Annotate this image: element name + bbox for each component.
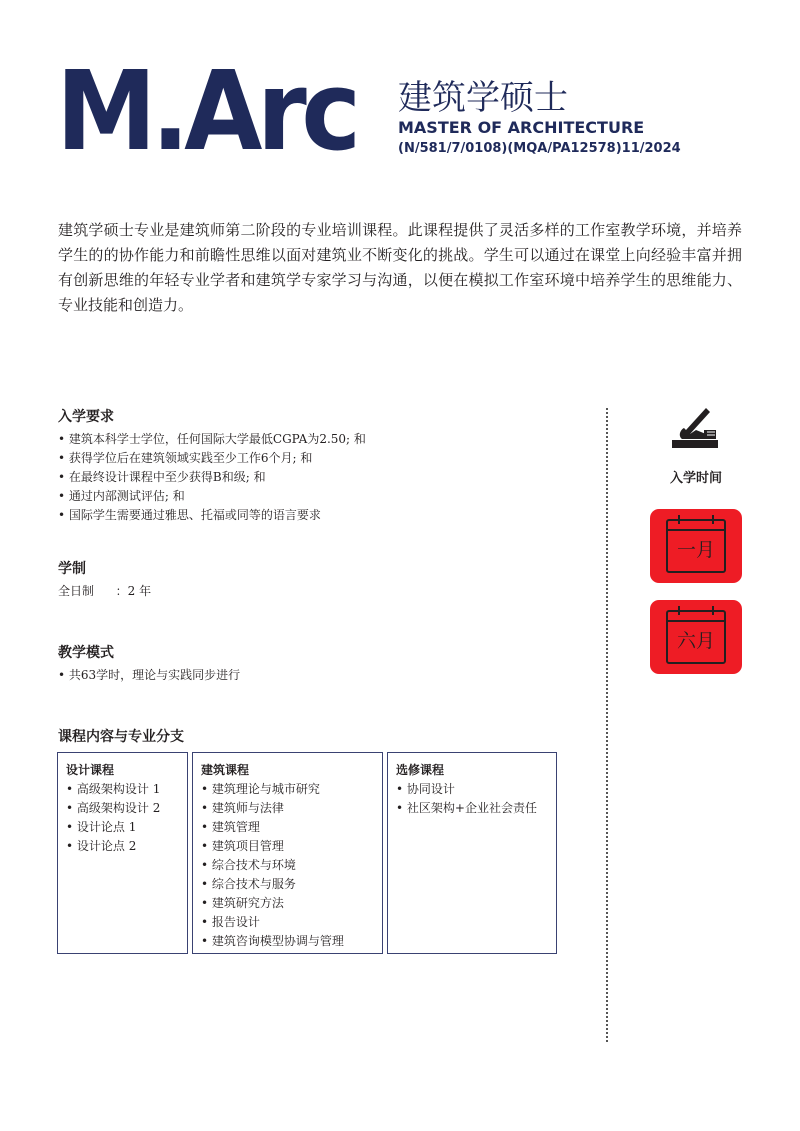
intake-month-june: 六月 [676, 630, 715, 652]
course-column-design [57, 752, 188, 954]
list-item: • 报告设计 [201, 913, 374, 932]
list-item: • 综合技术与环境 [201, 856, 374, 875]
course-column-architecture [192, 752, 383, 954]
duration-section [58, 558, 151, 601]
list-item: • 高级架构设计 1 [66, 780, 179, 799]
program-title-cn: 建筑学硕士 [398, 78, 568, 118]
list-item: • 建筑项目管理 [201, 837, 374, 856]
logo: M.Arc [56, 47, 356, 175]
calendar-icon-january [650, 509, 742, 583]
calendar-icon-june [650, 600, 742, 674]
list-item: • 在最终设计课程中至少获得B和级; 和 [58, 468, 366, 487]
duration-mode: 全日制 [58, 584, 95, 598]
intake-label: 入学时间 [669, 471, 722, 486]
dotted-divider [606, 408, 608, 1042]
list-item: • 高级架构设计 2 [66, 799, 179, 818]
intro-paragraph: 建筑学硕士专业是建筑师第二阶段的专业培训课程。此课程提供了灵活多样的工作室教学环境，并培养学生的的协作能力和前瞻性思维以面对建筑业不断变化的挑战。学生可以通过在课堂上向经验丰富并拥有创新思维的年轻专业学者和建筑学专家学习与沟通，以便在模拟工作室环境中培养学生的思维能力、专业技能和创造力。 [58, 221, 742, 314]
list-item: • 社区架构+企业社会责任 [396, 799, 548, 818]
teaching-section [58, 642, 240, 685]
list-item: • 建筑管理 [201, 818, 374, 837]
list-item: • 建筑师与法律 [201, 799, 374, 818]
accreditation-code: (N/581/7/0108)(MQA/PA12578)11/2024 [398, 141, 681, 156]
pen-writing-icon [670, 404, 720, 452]
list-item: • 获得学位后在建筑领域实践至少工作6个月; 和 [58, 449, 366, 468]
column-title: 建筑课程 [201, 763, 250, 777]
list-item: • 建筑研究方法 [201, 894, 374, 913]
teaching-heading: 教学模式 [58, 645, 114, 661]
duration-heading: 学制 [58, 561, 86, 577]
column-title: 设计课程 [66, 763, 115, 777]
entry-requirements [58, 406, 366, 525]
list-item: • 协同设计 [396, 780, 548, 799]
courses-heading: 课程内容与专业分支 [58, 729, 184, 745]
list-item: • 设计论点 1 [66, 818, 179, 837]
intake-month-january: 一月 [676, 539, 715, 561]
list-item: • 国际学生需要通过雅思、托福或同等的语言要求 [58, 506, 366, 525]
duration-value: ：2 年 [115, 584, 152, 598]
list-item: • 设计论点 2 [66, 837, 179, 856]
list-item: • 通过内部测试评估; 和 [58, 487, 366, 506]
course-column-elective [387, 752, 557, 954]
list-item: • 建筑本科学士学位，任何国际大学最低CGPA为2.50; 和 [58, 430, 366, 449]
list-item: • 建筑咨询模型协调与管理 [201, 932, 374, 951]
list-item: • 建筑理论与城市研究 [201, 780, 374, 799]
list-item: • 共63学时，理论与实践同步进行 [58, 666, 240, 685]
list-item: • 综合技术与服务 [201, 875, 374, 894]
program-title-en: MASTER OF ARCHITECTURE [398, 118, 645, 137]
column-title: 选修课程 [396, 763, 445, 777]
entry-heading: 入学要求 [58, 409, 114, 425]
